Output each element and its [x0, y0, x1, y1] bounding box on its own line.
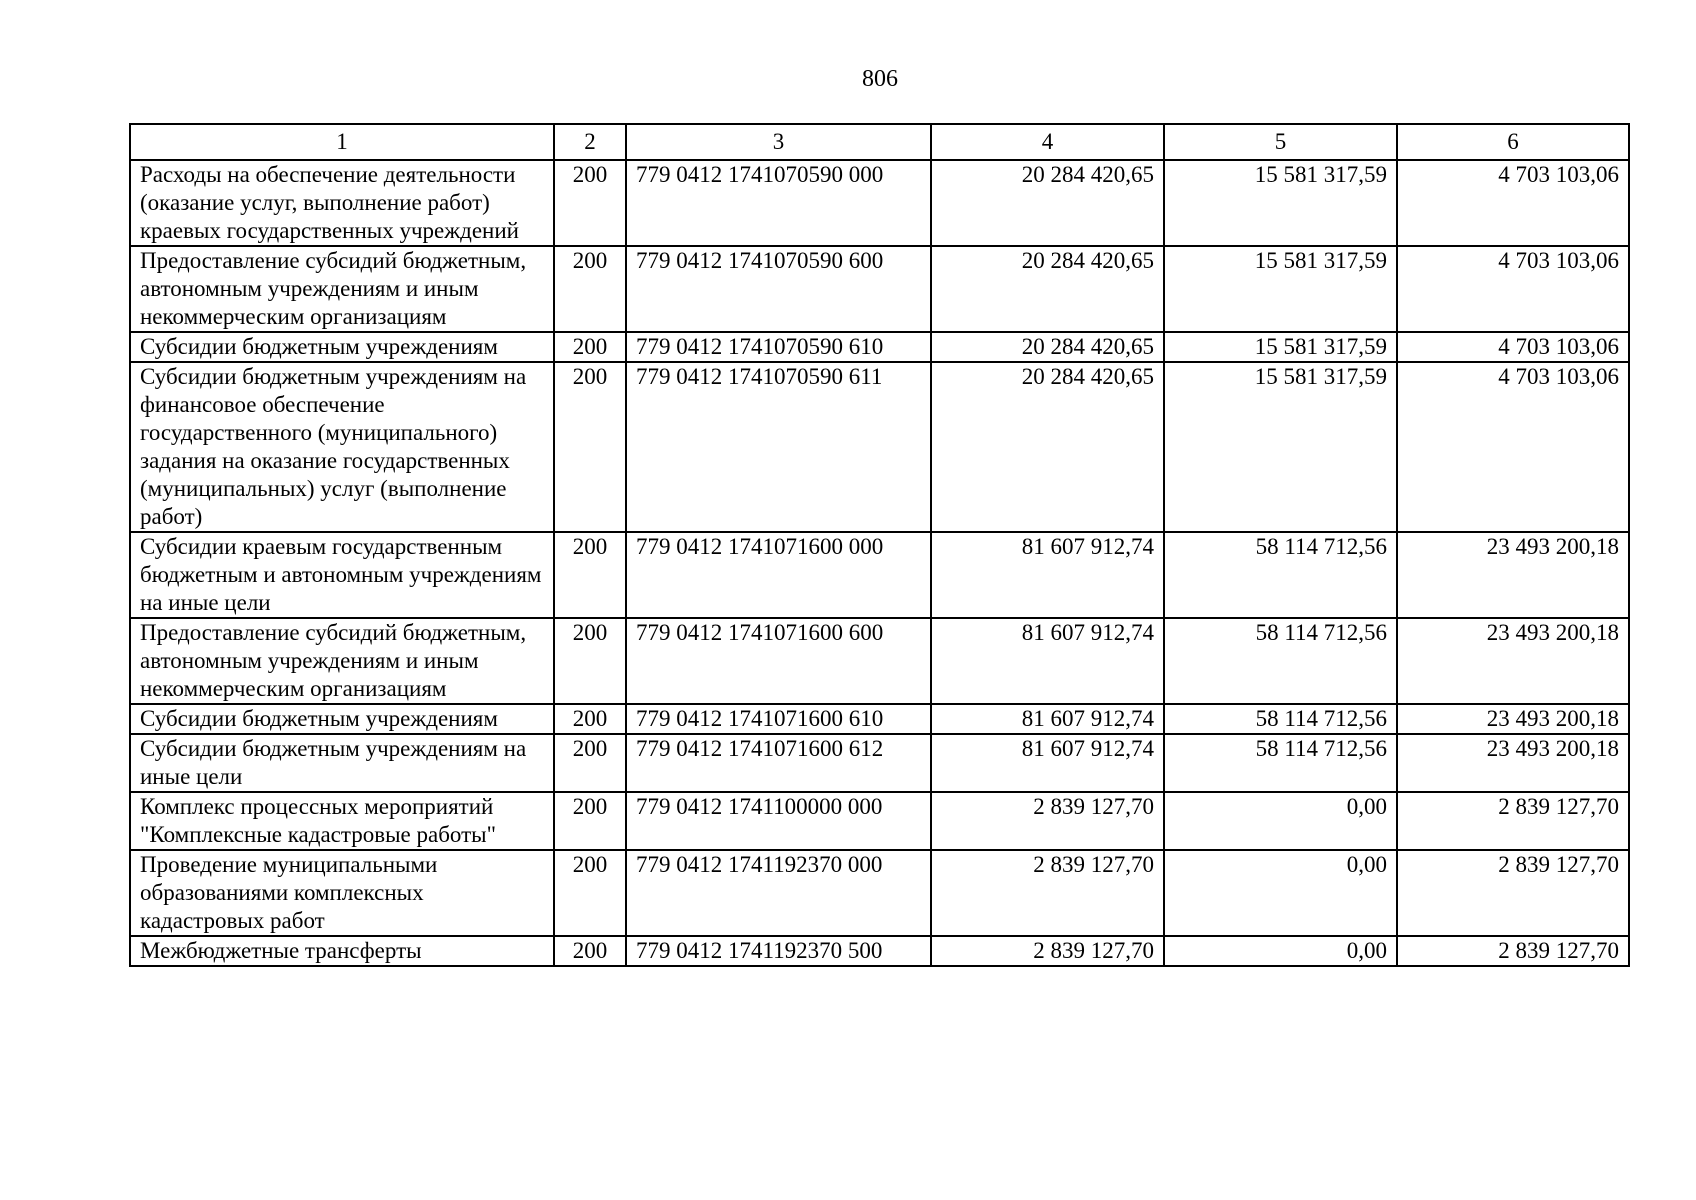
row-code: 779 0412 1741071600 610 [626, 704, 931, 734]
row-value-4: 20 284 420,65 [931, 362, 1164, 532]
row-value-4: 20 284 420,65 [931, 246, 1164, 332]
row-name: Субсидии бюджетным учреждениям [130, 704, 554, 734]
row-code: 779 0412 1741071600 612 [626, 734, 931, 792]
row-grbs: 200 [554, 532, 626, 618]
table-row [130, 618, 1629, 704]
row-value-5: 15 581 317,59 [1164, 246, 1397, 332]
row-value-6: 23 493 200,18 [1397, 532, 1629, 618]
row-value-6: 4 703 103,06 [1397, 160, 1629, 246]
row-value-6: 4 703 103,06 [1397, 246, 1629, 332]
row-name: Комплекс процессных мероприятий "Комплексные кадастровые работы" [130, 792, 554, 850]
row-value-6: 2 839 127,70 [1397, 850, 1629, 936]
row-code: 779 0412 1741192370 000 [626, 850, 931, 936]
row-name: Субсидии краевым государственным бюджетным и автономным учреждениям на иные цели [130, 532, 554, 618]
row-value-4: 2 839 127,70 [931, 850, 1164, 936]
row-grbs: 200 [554, 618, 626, 704]
row-value-4: 2 839 127,70 [931, 936, 1164, 966]
table-row [130, 704, 1629, 734]
row-code: 779 0412 1741192370 500 [626, 936, 931, 966]
row-value-5: 0,00 [1164, 936, 1397, 966]
row-name: Межбюджетные трансферты [130, 936, 554, 966]
header-col-4: 4 [931, 124, 1164, 160]
table-row [130, 362, 1629, 532]
row-value-5: 0,00 [1164, 792, 1397, 850]
header-col-5: 5 [1164, 124, 1397, 160]
row-value-4: 20 284 420,65 [931, 332, 1164, 362]
table-row [130, 792, 1629, 850]
row-value-5: 15 581 317,59 [1164, 362, 1397, 532]
table-row [130, 850, 1629, 936]
row-value-5: 0,00 [1164, 850, 1397, 936]
row-grbs: 200 [554, 704, 626, 734]
header-col-1: 1 [130, 124, 554, 160]
budget-table [129, 123, 1630, 967]
header-col-6: 6 [1397, 124, 1629, 160]
page-number: 806 [862, 66, 898, 92]
row-value-4: 81 607 912,74 [931, 734, 1164, 792]
row-value-4: 81 607 912,74 [931, 532, 1164, 618]
row-code: 779 0412 1741070590 611 [626, 362, 931, 532]
row-name: Предоставление субсидий бюджетным, автономным учреждениям и иным некоммерческим организациям [130, 246, 554, 332]
table-row [130, 532, 1629, 618]
row-code: 779 0412 1741070590 600 [626, 246, 931, 332]
row-value-5: 58 114 712,56 [1164, 704, 1397, 734]
row-grbs: 200 [554, 850, 626, 936]
row-name: Предоставление субсидий бюджетным, автономным учреждениям и иным некоммерческим организациям [130, 618, 554, 704]
table-row [130, 246, 1629, 332]
table-header-row [130, 124, 1629, 160]
row-value-4: 20 284 420,65 [931, 160, 1164, 246]
row-code: 779 0412 1741100000 000 [626, 792, 931, 850]
row-value-4: 81 607 912,74 [931, 704, 1164, 734]
table-row [130, 160, 1629, 246]
row-name: Проведение муниципальными образованиями комплексных кадастровых работ [130, 850, 554, 936]
row-grbs: 200 [554, 734, 626, 792]
row-grbs: 200 [554, 160, 626, 246]
row-value-6: 2 839 127,70 [1397, 936, 1629, 966]
header-col-3: 3 [626, 124, 931, 160]
table-row [130, 332, 1629, 362]
row-value-4: 2 839 127,70 [931, 792, 1164, 850]
row-code: 779 0412 1741070590 610 [626, 332, 931, 362]
row-name: Субсидии бюджетным учреждениям на финансовое обеспечение государственного (муниципального) задания на оказание государственных (муниципальных) услуг (выполнение работ) [130, 362, 554, 532]
row-value-6: 23 493 200,18 [1397, 618, 1629, 704]
row-name: Субсидии бюджетным учреждениям на иные цели [130, 734, 554, 792]
row-grbs: 200 [554, 362, 626, 532]
row-value-6: 4 703 103,06 [1397, 332, 1629, 362]
row-value-6: 2 839 127,70 [1397, 792, 1629, 850]
header-col-2: 2 [554, 124, 626, 160]
row-value-4: 81 607 912,74 [931, 618, 1164, 704]
row-name: Субсидии бюджетным учреждениям [130, 332, 554, 362]
row-value-5: 58 114 712,56 [1164, 532, 1397, 618]
row-name: Расходы на обеспечение деятельности (оказание услуг, выполнение работ) краевых государственных учреждений [130, 160, 554, 246]
row-value-5: 58 114 712,56 [1164, 734, 1397, 792]
row-value-5: 58 114 712,56 [1164, 618, 1397, 704]
row-grbs: 200 [554, 936, 626, 966]
row-grbs: 200 [554, 332, 626, 362]
table-row [130, 734, 1629, 792]
row-grbs: 200 [554, 246, 626, 332]
row-grbs: 200 [554, 792, 626, 850]
table-row [130, 936, 1629, 966]
row-value-6: 4 703 103,06 [1397, 362, 1629, 532]
row-value-5: 15 581 317,59 [1164, 332, 1397, 362]
row-code: 779 0412 1741071600 600 [626, 618, 931, 704]
row-value-5: 15 581 317,59 [1164, 160, 1397, 246]
row-value-6: 23 493 200,18 [1397, 734, 1629, 792]
row-code: 779 0412 1741070590 000 [626, 160, 931, 246]
row-code: 779 0412 1741071600 000 [626, 532, 931, 618]
row-value-6: 23 493 200,18 [1397, 704, 1629, 734]
